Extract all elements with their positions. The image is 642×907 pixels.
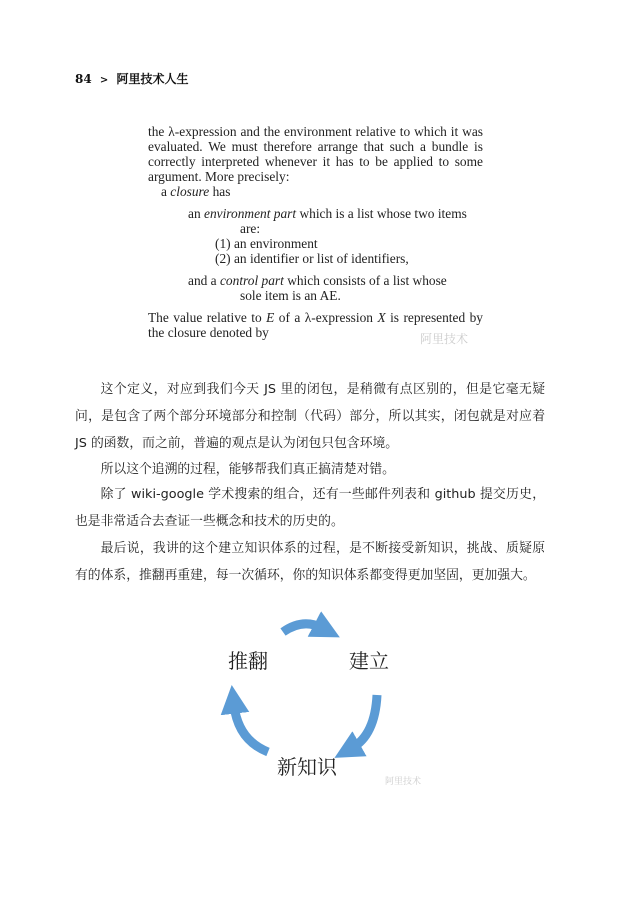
excerpt-line: an environment part which is a list whose two items [188, 206, 467, 221]
paragraph-4: 最后说，我讲的这个建立知识体系的过程，是不断接受新知识，挑战、质疑原有的体系，推翻再重建，每一次循环，你的知识体系都变得更加坚固，更加强大。 [75, 541, 545, 583]
paragraph-3: 除了 wiki-google 学术搜索的组合，还有一些邮件列表和 github 提交历史，也是非常适合去查证一些概念和技术的历史的。 [75, 487, 545, 529]
label-new-knowledge: 新知识 [277, 755, 337, 779]
label-build: 建立 [349, 649, 389, 673]
arrow-right-icon [352, 695, 377, 748]
paragraph-2: 所以这个追溯的过程，能够帮我们真正搞清楚对错。 [100, 462, 395, 477]
excerpt-line: a closure has [161, 184, 231, 199]
book-title: 阿里技术人生 [116, 72, 189, 86]
label-overturn: 推翻 [228, 649, 268, 673]
excerpt-line: (1) an environment [215, 236, 318, 251]
watermark: 阿里技术 [385, 777, 422, 787]
arrow-top-icon [283, 624, 322, 632]
watermark: 阿里技术 [420, 332, 469, 346]
excerpt-line: the λ-expression and the environment relative to which it was evaluated. We must therefore arrange that such a bundle is correctly interpreted whenever it has to be applied to some argument. More precisely: [148, 124, 483, 184]
header-separator: > [99, 75, 109, 86]
excerpt-line: and a control part which consists of a list whose [188, 273, 447, 288]
excerpt-line: (2) an identifier or list of identifiers, [215, 251, 409, 266]
excerpt-line: are: [240, 221, 261, 236]
excerpt-line: The value relative to E of a λ-expression X is represented by the closure denoted by [148, 310, 483, 340]
excerpt-line: sole item is an AE. [240, 288, 341, 303]
arrow-left-icon [234, 705, 268, 752]
paragraph-1: 这个定义，对应到我们今天 JS 里的闭包，是稍微有点区别的，但是它毫无疑问，是包含了两个部分环境部分和控制（代码）部分，所以其实，闭包就是对应着 JS 的函数，而之前，普遍的观点是认为闭包只包含环境。 [75, 382, 545, 451]
page-number: 84 [75, 72, 92, 86]
